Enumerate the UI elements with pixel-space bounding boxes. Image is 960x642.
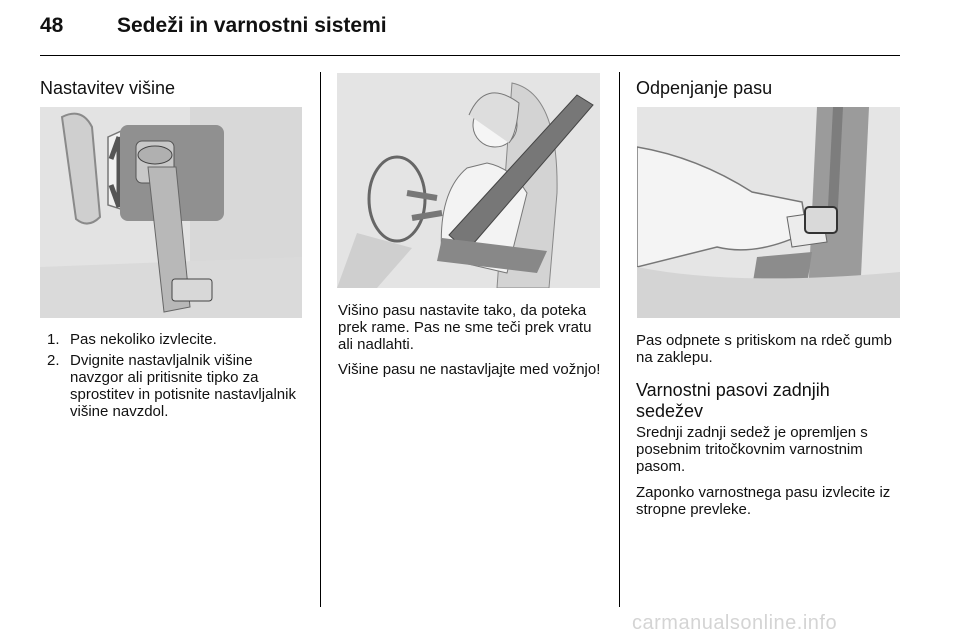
column-divider-right <box>619 72 620 607</box>
list-item <box>40 331 304 348</box>
steps-list <box>40 331 304 424</box>
step-text: Pas nekoliko izvlecite. <box>70 331 217 348</box>
column-divider-left <box>320 72 321 607</box>
header-rule <box>40 55 900 56</box>
step-text: Dvignite nastavljalnik višine navzgor ali pritisnite tipko za sprostitev in potisnite nastavljalnik višine navzdol. <box>70 352 296 420</box>
paragraph: Višino pasu nastavite tako, da poteka prek rame. Pas ne sme teči prek vratu ali nadlahti. <box>338 302 592 353</box>
list-item <box>40 352 304 420</box>
step-number: 2. <box>47 352 60 369</box>
section-title-unbuckling: Odpenjanje pasu <box>636 78 773 98</box>
paragraph: Pas odpnete s pritiskom na rdeč gumb na zaklepu. <box>636 332 892 366</box>
section-title-height-adjustment: Nastavitev višine <box>40 78 176 98</box>
step-number: 1. <box>47 331 60 348</box>
figure-height-adjuster <box>40 107 302 318</box>
page-number: 48 <box>40 14 64 37</box>
figure-driver-seatbelt <box>337 73 600 288</box>
subsection-title-rear-seatbelts: Varnostni pasovi zadnjih sedežev <box>636 380 830 421</box>
paragraph: Zaponko varnostnega pasu izvlecite iz stropne prevleke. <box>636 484 891 518</box>
figure-buckle-release <box>637 107 900 318</box>
paragraph: Srednji zadnji sedež je opremljen s posebnim tritočkovnim varnostnim pasom. <box>636 424 868 475</box>
paragraph: Višine pasu ne nastavljajte med vožnjo! <box>338 361 601 378</box>
chapter-title: Sedeži in varnostni sistemi <box>117 14 387 37</box>
watermark: carmanualsonline.info <box>632 612 838 634</box>
